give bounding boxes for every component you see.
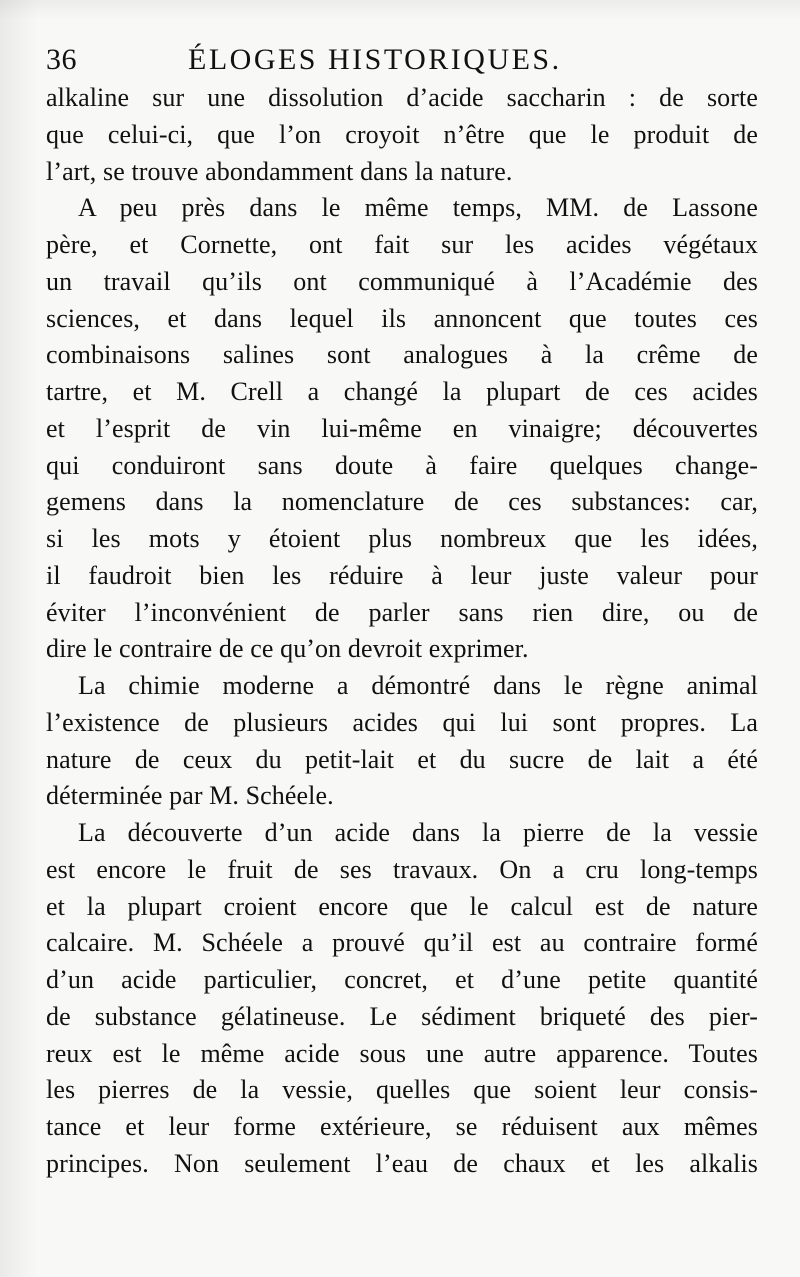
text-line: nature de ceux du petit-lait et du sucre de lait a été [46,744,758,774]
text-line: déterminée par M. Schéele. [46,781,334,811]
text-line: que celui-ci, que l’on croyoit n’être que le produit de [46,119,758,149]
running-title: ÉLOGES HISTORIQUES. [188,43,562,76]
paragraph [46,80,758,190]
text-line: père, et Cornette, ont fait sur les acides végétaux [46,230,758,259]
text-line: A peu près dans le même temps, MM. de Lassone [78,193,758,223]
text-line: qui conduiront sans doute à faire quelques change- [46,450,758,480]
page-number: 36 [46,43,77,76]
text-line: dire le contraire de ce qu’on devroit exprimer. [46,634,529,664]
text-line: éviter l’inconvénient de parler sans rien dire, ou de [46,597,758,627]
text-line: de substance gélatineuse. Le sédiment briqueté des pier- [46,1001,758,1031]
scan-shadow-top [0,0,800,20]
text-line: sciences, et dans lequel ils annoncent que toutes ces [46,303,758,333]
text-line: un travail qu’ils ont communiqué à l’Académie des [46,266,758,296]
page-header [46,40,756,80]
text-line: alkaline sur une dissolution d’acide saccharin : de sorte [46,83,758,112]
text-line: les pierres de la vessie, quelles que soient leur consis- [46,1075,758,1105]
text-line: il faudroit bien les réduire à leur juste valeur pour [46,560,758,590]
text-line: d’un acide particulier, concret, et d’une petite quantité [46,965,758,994]
text-line: La découverte d’un acide dans la pierre de la vessie [78,818,758,847]
text-line: gemens dans la nomenclature de ces substances: car, [46,487,758,517]
text-line: La chimie moderne a démontré dans le règne animal [78,671,758,700]
text-line: et l’esprit de vin lui-même en vinaigre; découvertes [46,413,758,443]
text-line: tartre, et M. Crell a changé la plupart de ces acides [46,377,758,406]
paragraph [46,668,758,815]
text-line: l’existence de plusieurs acides qui lui sont propres. La [46,707,758,737]
paragraph [46,190,758,668]
text-line: si les mots y étoient plus nombreux que les idées, [46,524,758,553]
text-line: calcaire. M. Schéele a prouvé qu’il est au contraire formé [46,928,758,958]
paragraph [46,815,758,1183]
text-line: principes. Non seulement l’eau de chaux et les alkalis [46,1148,758,1178]
text-line: et la plupart croient encore que le calcul est de nature [46,891,758,921]
text-line: tance et leur forme extérieure, se réduisent aux mêmes [46,1112,758,1141]
body-text [46,80,758,1183]
scan-shadow-left [0,0,38,1277]
text-line: reux est le même acide sous une autre apparence. Toutes [46,1038,758,1068]
text-line: combinaisons salines sont analogues à la crême de [46,340,758,370]
text-line: est encore le fruit de ses travaux. On a cru long-temps [46,854,758,884]
text-line: l’art, se trouve abondamment dans la nature. [46,156,513,186]
